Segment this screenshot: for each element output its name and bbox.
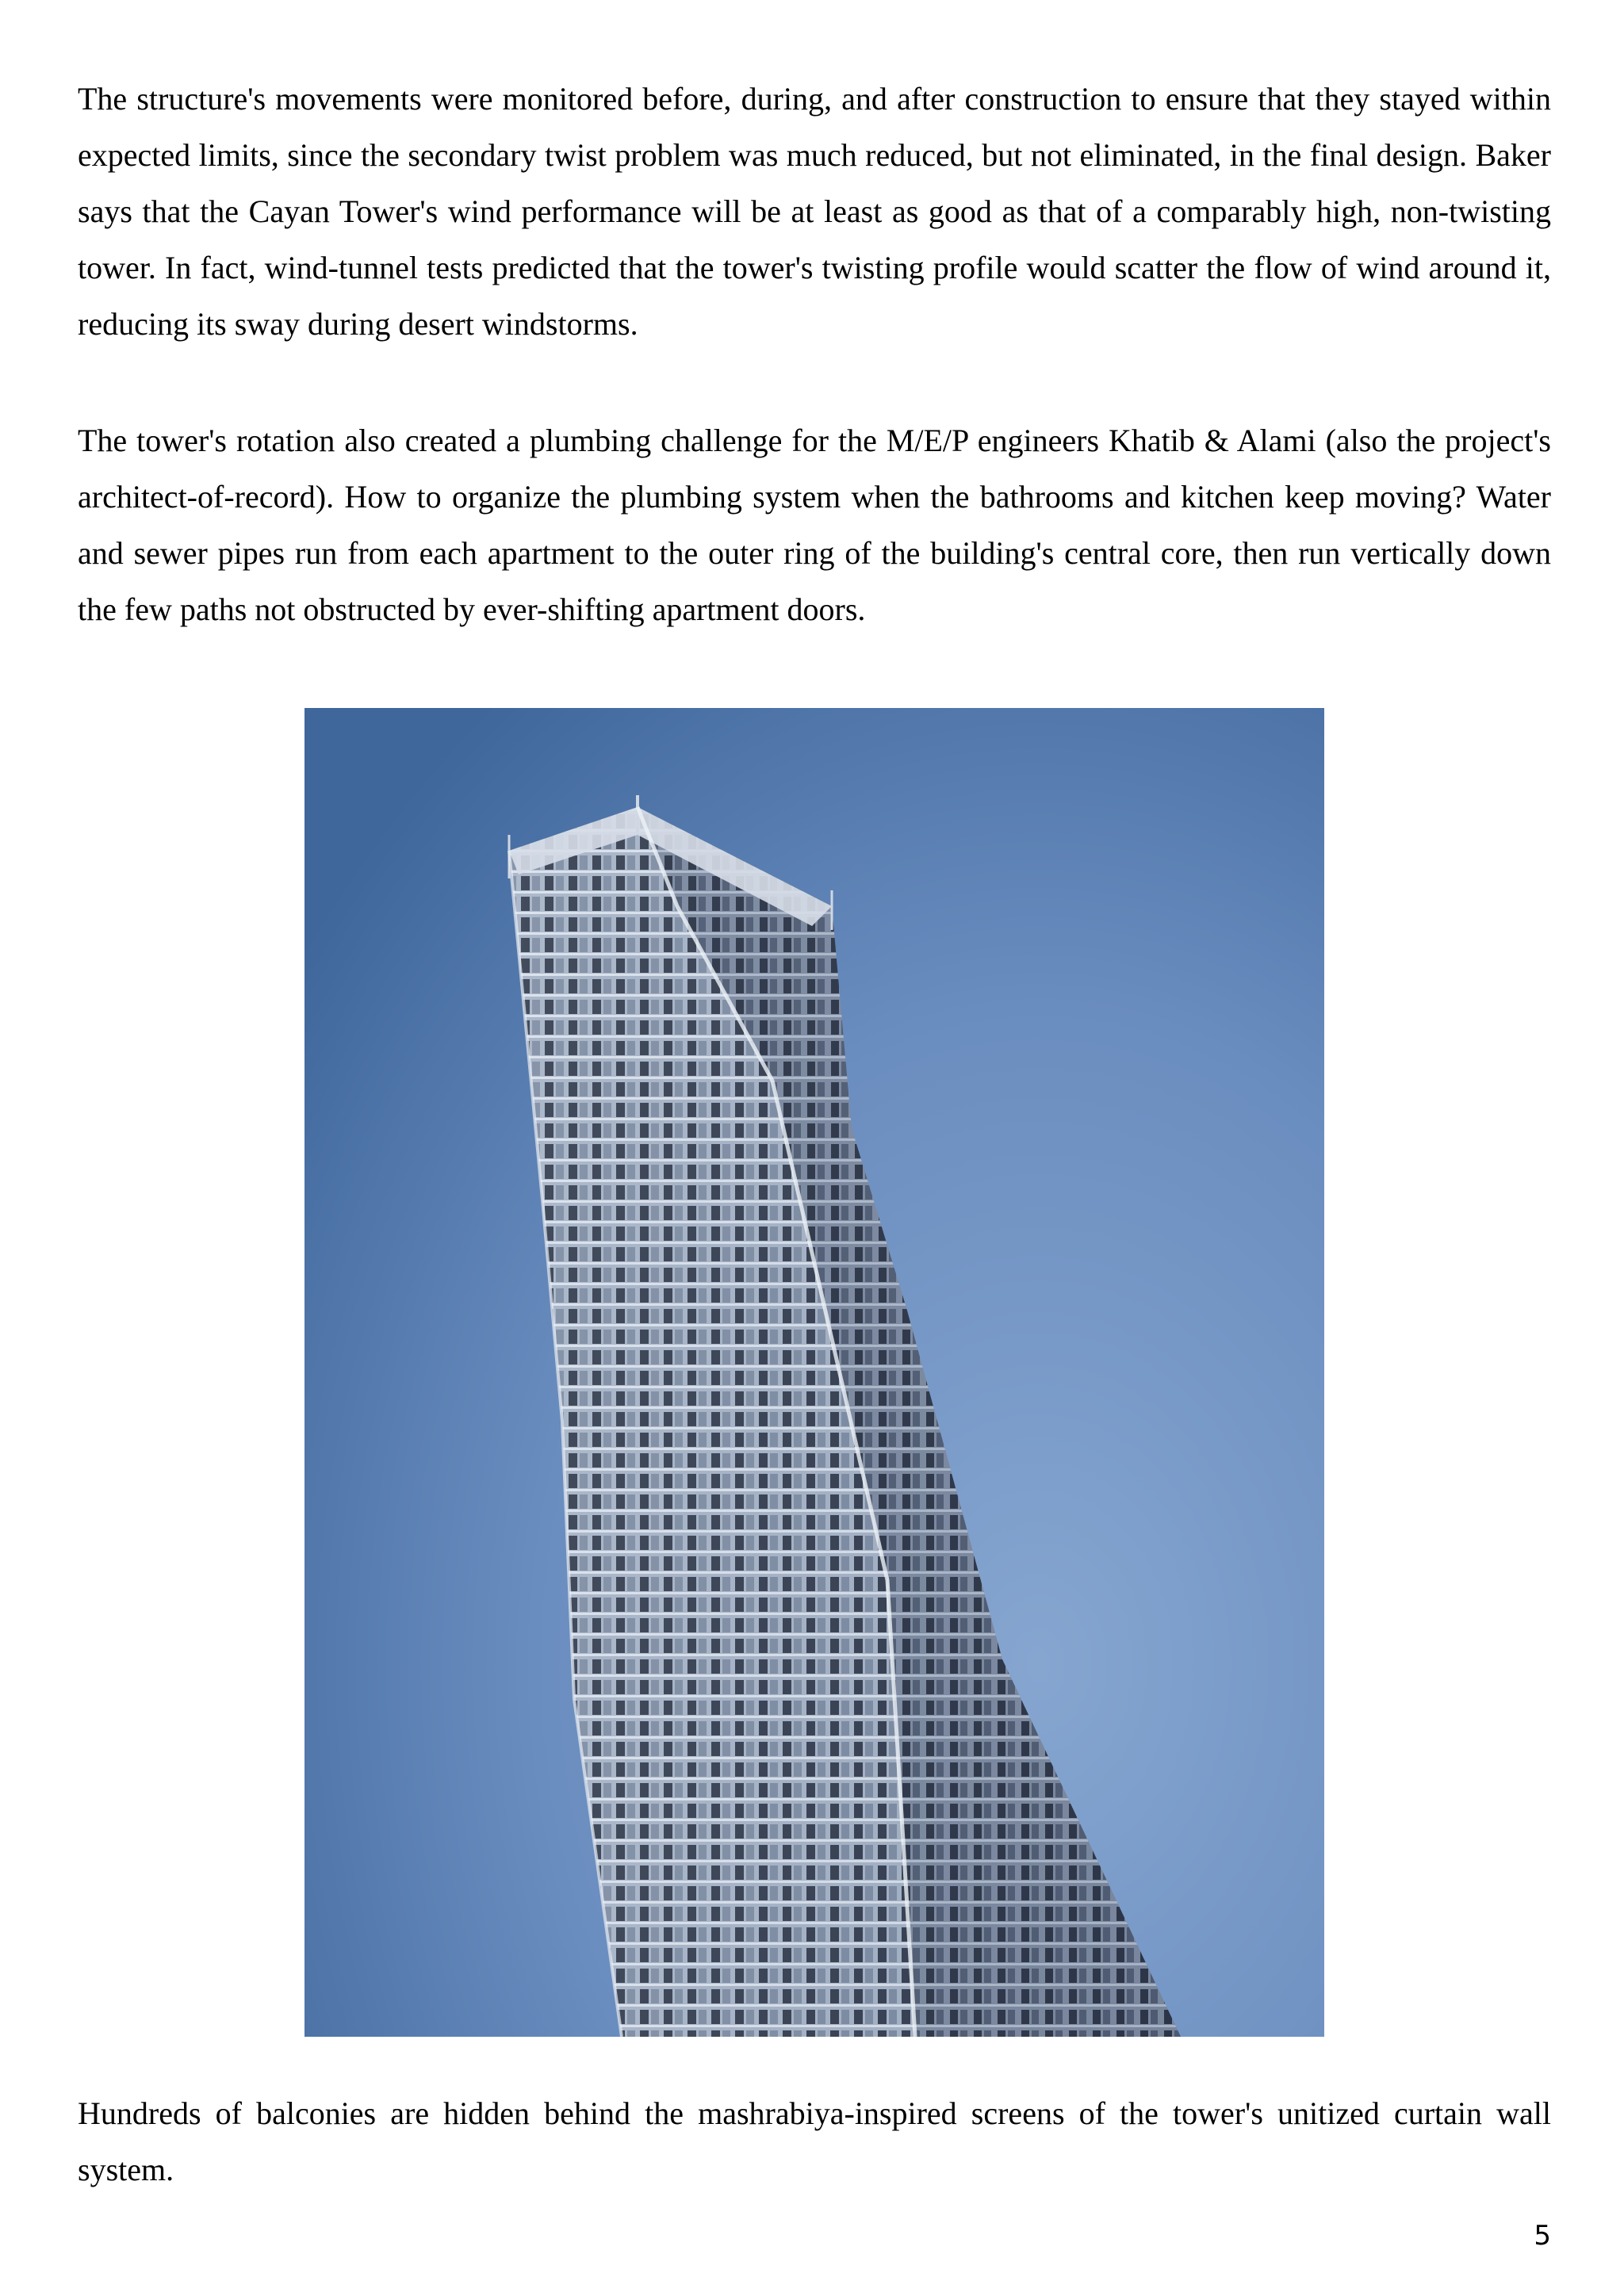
body-paragraph-plumbing-challenge: The tower's rotation also created a plumbing challenge for the M/E/P engineers Khatib & Alami (also the project's architect-of-record). How to organize the plumbing system when the bathrooms and kitchen keep moving? Water and sewer pipes run from each apartment to the outer ring of the building's central core, then run vertically down the few paths not obstructed by ever-shifting apartment doors. [78,423,1551,627]
body-paragraph-wind-performance: The structure's movements were monitored before, during, and after construction to ensure that they stayed within expected limits, since the secondary twist problem was much reduced, but not eliminated, in the final design. Baker says that the Cayan Tower's wind performance will be at least as good as that of a comparably high, non-twisting tower. In fact, wind-tunnel tests predicted that the tower's twisting profile would scatter the flow of wind around it, reducing its sway during desert windstorms. [78,81,1551,342]
photo-caption: Hundreds of balconies are hidden behind the mashrabiya-inspired screens of the tower's unitized curtain wall system. [78,2095,1551,2187]
cayan-tower-photo [304,708,1324,2037]
page-number: 5 [1534,2220,1551,2252]
